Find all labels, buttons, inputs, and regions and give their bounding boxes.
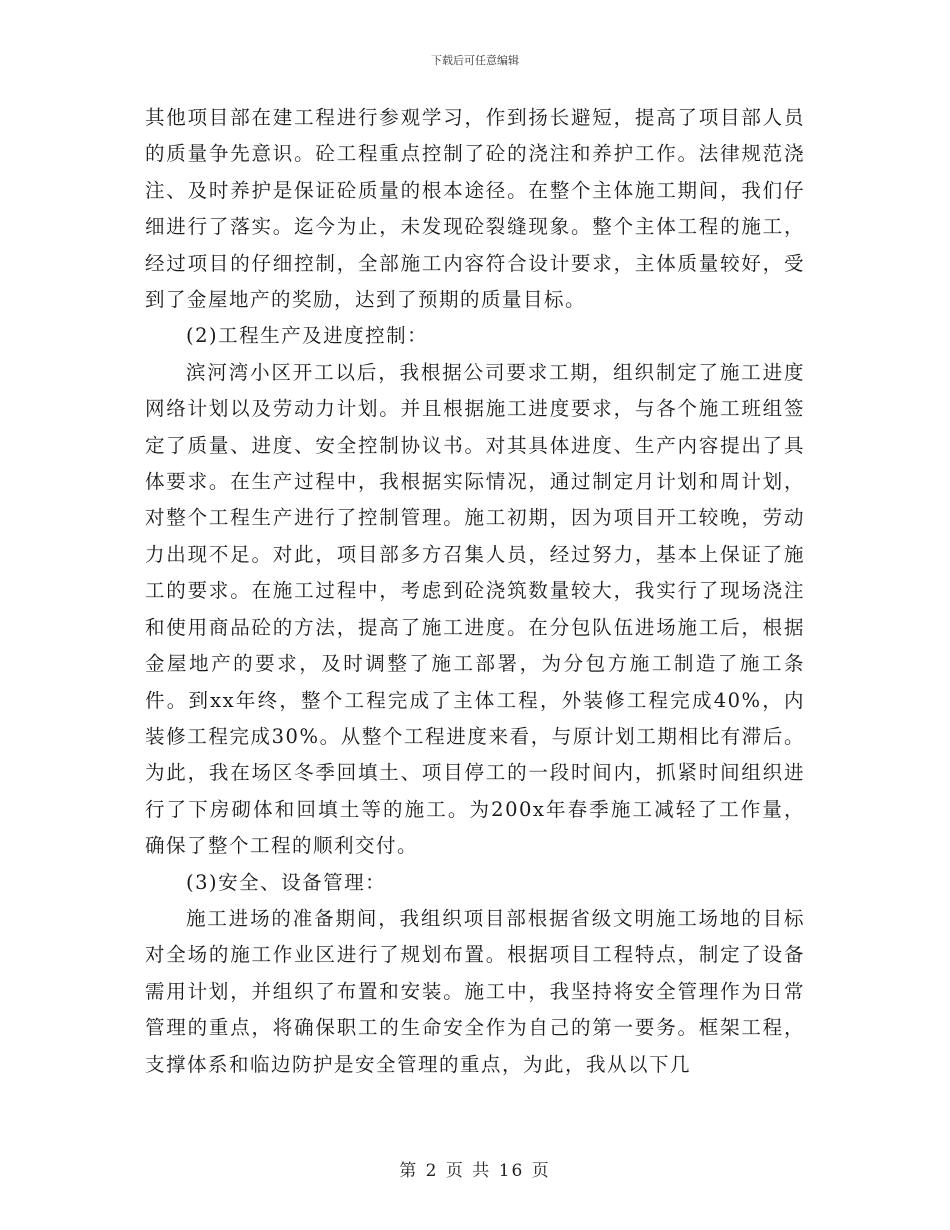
paragraph-progress: 滨河湾小区开工以后，我根据公司要求工期，组织制定了施工进度网络计划以及劳动力计划。并且根据施工进度要求，与各个施工班组签定了质量、进度、安全控制协议书。对其具体进度、生产内容提出了具体要求。在生产过程中，我根据实际情况，通过制定月计划和周计划，对整个工程生产进行了控制管理。施工初期，因为项目开工较晚，劳动力出现不足。对此，项目部多方召集人员，经过努力，基本上保证了施工的要求。在施工过程中，考虑到砼浇筑数量较大，我实行了现场浇注和使用商品砼的方法，提高了施工进度。在分包队伍进场施工后，根据金屋地产的要求，及时调整了施工部署，为分包方施工制造了施工条件。到xx年终，整个工程完成了主体工程，外装修工程完成40%，内装修工程完成30%。从整个工程进度来看，与原计划工期相比有滞后。为此，我在场区冬季回填土、项目停工的一段时间内，抓紧时间组织进行了下房砌体和回填土等的施工。为200x年春季施工减轻了工作量，确保了整个工程的顺利交付。	[145, 360, 805, 858]
page-number: 第 2 页 共 16 页	[399, 1161, 551, 1181]
paragraph-quality-continued: 其他项目部在建工程进行参观学习，作到扬长避短，提高了项目部人员的质量争先意识。砼工程重点控制了砼的浇注和养护工作。法律规范浇注、及时养护是保证砼质量的根本途径。在整个主体施工期间，我们仔细进行了落实。迄今为止，未发现砼裂缝现象。整个主体工程的施工，经过项目的仔细控制，全部施工内容符合设计要求，主体质量较好，受到了金屋地产的奖励，达到了预期的质量目标。	[145, 106, 805, 312]
header-note: 下载后可任意编辑	[431, 54, 519, 67]
section-heading-progress: (2)工程生产及进度控制：	[186, 324, 429, 348]
document-body	[145, 100, 805, 1083]
section-heading-safety: (3)安全、设备管理：	[186, 870, 387, 894]
paragraph-safety: 施工进场的准备期间，我组织项目部根据省级文明施工场地的目标对全场的施工作业区进行了规划布置。根据项目工程特点，制定了设备需用计划，并组织了布置和安装。施工中，我坚持将安全管理作为日常管理的重点，将确保职工的生命安全作为自己的第一要务。框架工程，支撑体系和临边防护是安全管理的重点，为此，我从以下几	[145, 906, 805, 1076]
